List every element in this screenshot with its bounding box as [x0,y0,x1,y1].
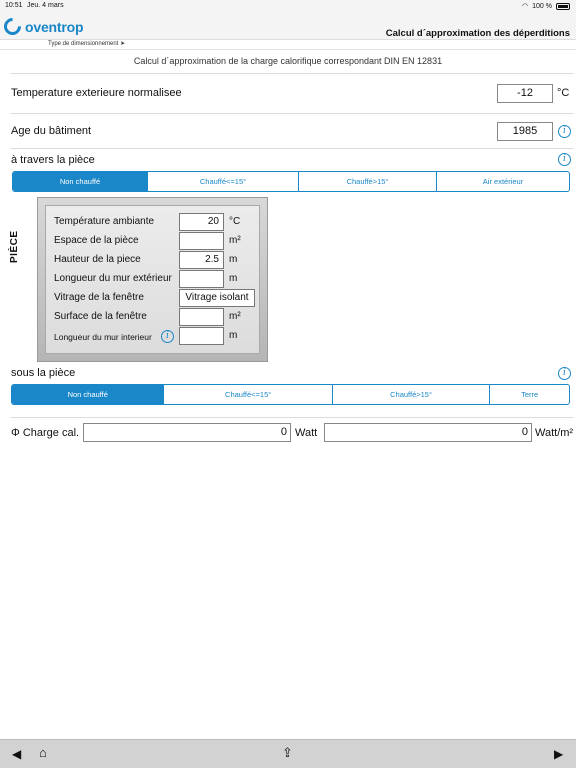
breadcrumb[interactable] [48,40,125,47]
wifi-icon: ◠ [522,3,529,10]
battery-icon [556,3,570,10]
interior-wall-length-input[interactable] [179,327,224,345]
brand-name: oventrop [25,18,84,35]
status-time: 10:51 [5,2,23,9]
charge-wm2-output: 0 [324,423,532,442]
room-section-label: PIÈCE [9,230,20,263]
segment-chauffe-gt-15[interactable]: Chauffé>15° [299,172,437,191]
room-height-unit: m [229,254,238,265]
room-area-unit: m² [229,235,241,246]
forward-icon[interactable]: ▶ [554,747,564,761]
interior-wall-length-unit: m [229,330,238,341]
bottom-toolbar [0,739,576,768]
window-glazing-label: Vitrage de la fenêtre [54,292,144,303]
battery-text: 100 % [532,2,552,10]
building-age-label: Age du bâtiment [11,125,92,137]
breadcrumb-label: Type de dimensionnement [48,41,119,47]
exterior-wall-length-unit: m [229,273,238,284]
room-height-label: Hauteur de la piece [54,254,141,265]
home-icon[interactable]: ⌂ [39,745,47,760]
charge-wm2-unit: Watt/m² [535,427,574,439]
through-room-segmented [12,171,570,192]
divider [10,148,574,149]
under-room-label: sous la pièce [11,367,76,379]
outside-temp-label: Temperature exterieure normalisee [11,87,182,99]
segment-chauffe-le-15[interactable]: Chauffé<=15° [164,385,332,404]
window-area-unit: m² [229,311,241,322]
under-room-segmented [11,384,570,405]
room-height-input[interactable]: 2.5 [179,251,224,269]
divider [10,113,574,114]
brand-logo[interactable] [4,18,83,35]
charge-watt-output: 0 [83,423,291,442]
back-icon[interactable]: ◀ [12,747,22,761]
divider [10,417,574,418]
page-title: Calcul d´approximation des déperditions [385,28,570,39]
window-area-input[interactable] [179,308,224,326]
subtitle: Calcul d´approximation de la charge calorifique correspondant DIN EN 12831 [133,56,443,66]
info-icon[interactable]: i [161,330,174,343]
exterior-wall-length-input[interactable] [179,270,224,288]
app-header [0,12,576,40]
exterior-wall-length-label: Longueur du mur extérieur [54,273,172,284]
ambient-temp-input[interactable]: 20 [179,213,224,231]
ambient-temp-unit: °C [229,216,241,227]
room-area-label: Espace de la pièce [54,235,139,246]
through-room-label: à travers la pièce [11,154,95,166]
share-icon[interactable]: ⇪ [282,745,293,760]
segment-chauffe-le-15[interactable]: Chauffé<=15° [148,172,299,191]
outside-temp-input[interactable]: -12 [497,84,553,103]
info-icon[interactable]: i [558,125,571,138]
divider [0,49,576,50]
divider [10,73,574,74]
interior-wall-length-label: Longueur du mur interieur [54,332,152,342]
room-area-input[interactable] [179,232,224,250]
window-glazing-select[interactable]: Vitrage isolant [179,289,255,307]
charge-label: Φ Charge cal. [11,427,80,439]
window-area-label: Surface de la fenêtre [54,311,147,322]
building-age-input[interactable]: 1985 [497,122,553,141]
segment-non-chauffe[interactable]: Non chauffé [12,385,164,404]
outside-temp-unit: °C [557,87,570,99]
info-icon[interactable]: i [558,153,571,166]
info-icon[interactable]: i [558,367,571,380]
chevron-right-icon: ➤ [120,41,126,47]
segment-non-chauffe[interactable]: Non chauffé [13,172,148,191]
logo-icon [0,14,24,38]
segment-chauffe-gt-15[interactable]: Chauffé>15° [333,385,490,404]
segment-air-exterieur[interactable]: Air extérieur [482,177,524,186]
ambient-temp-label: Température ambiante [54,216,155,227]
status-date: Jeu. 4 mars [27,2,64,9]
segment-terre[interactable]: Terre [521,390,539,399]
status-bar [0,0,576,12]
charge-watt-unit: Watt [295,427,318,439]
